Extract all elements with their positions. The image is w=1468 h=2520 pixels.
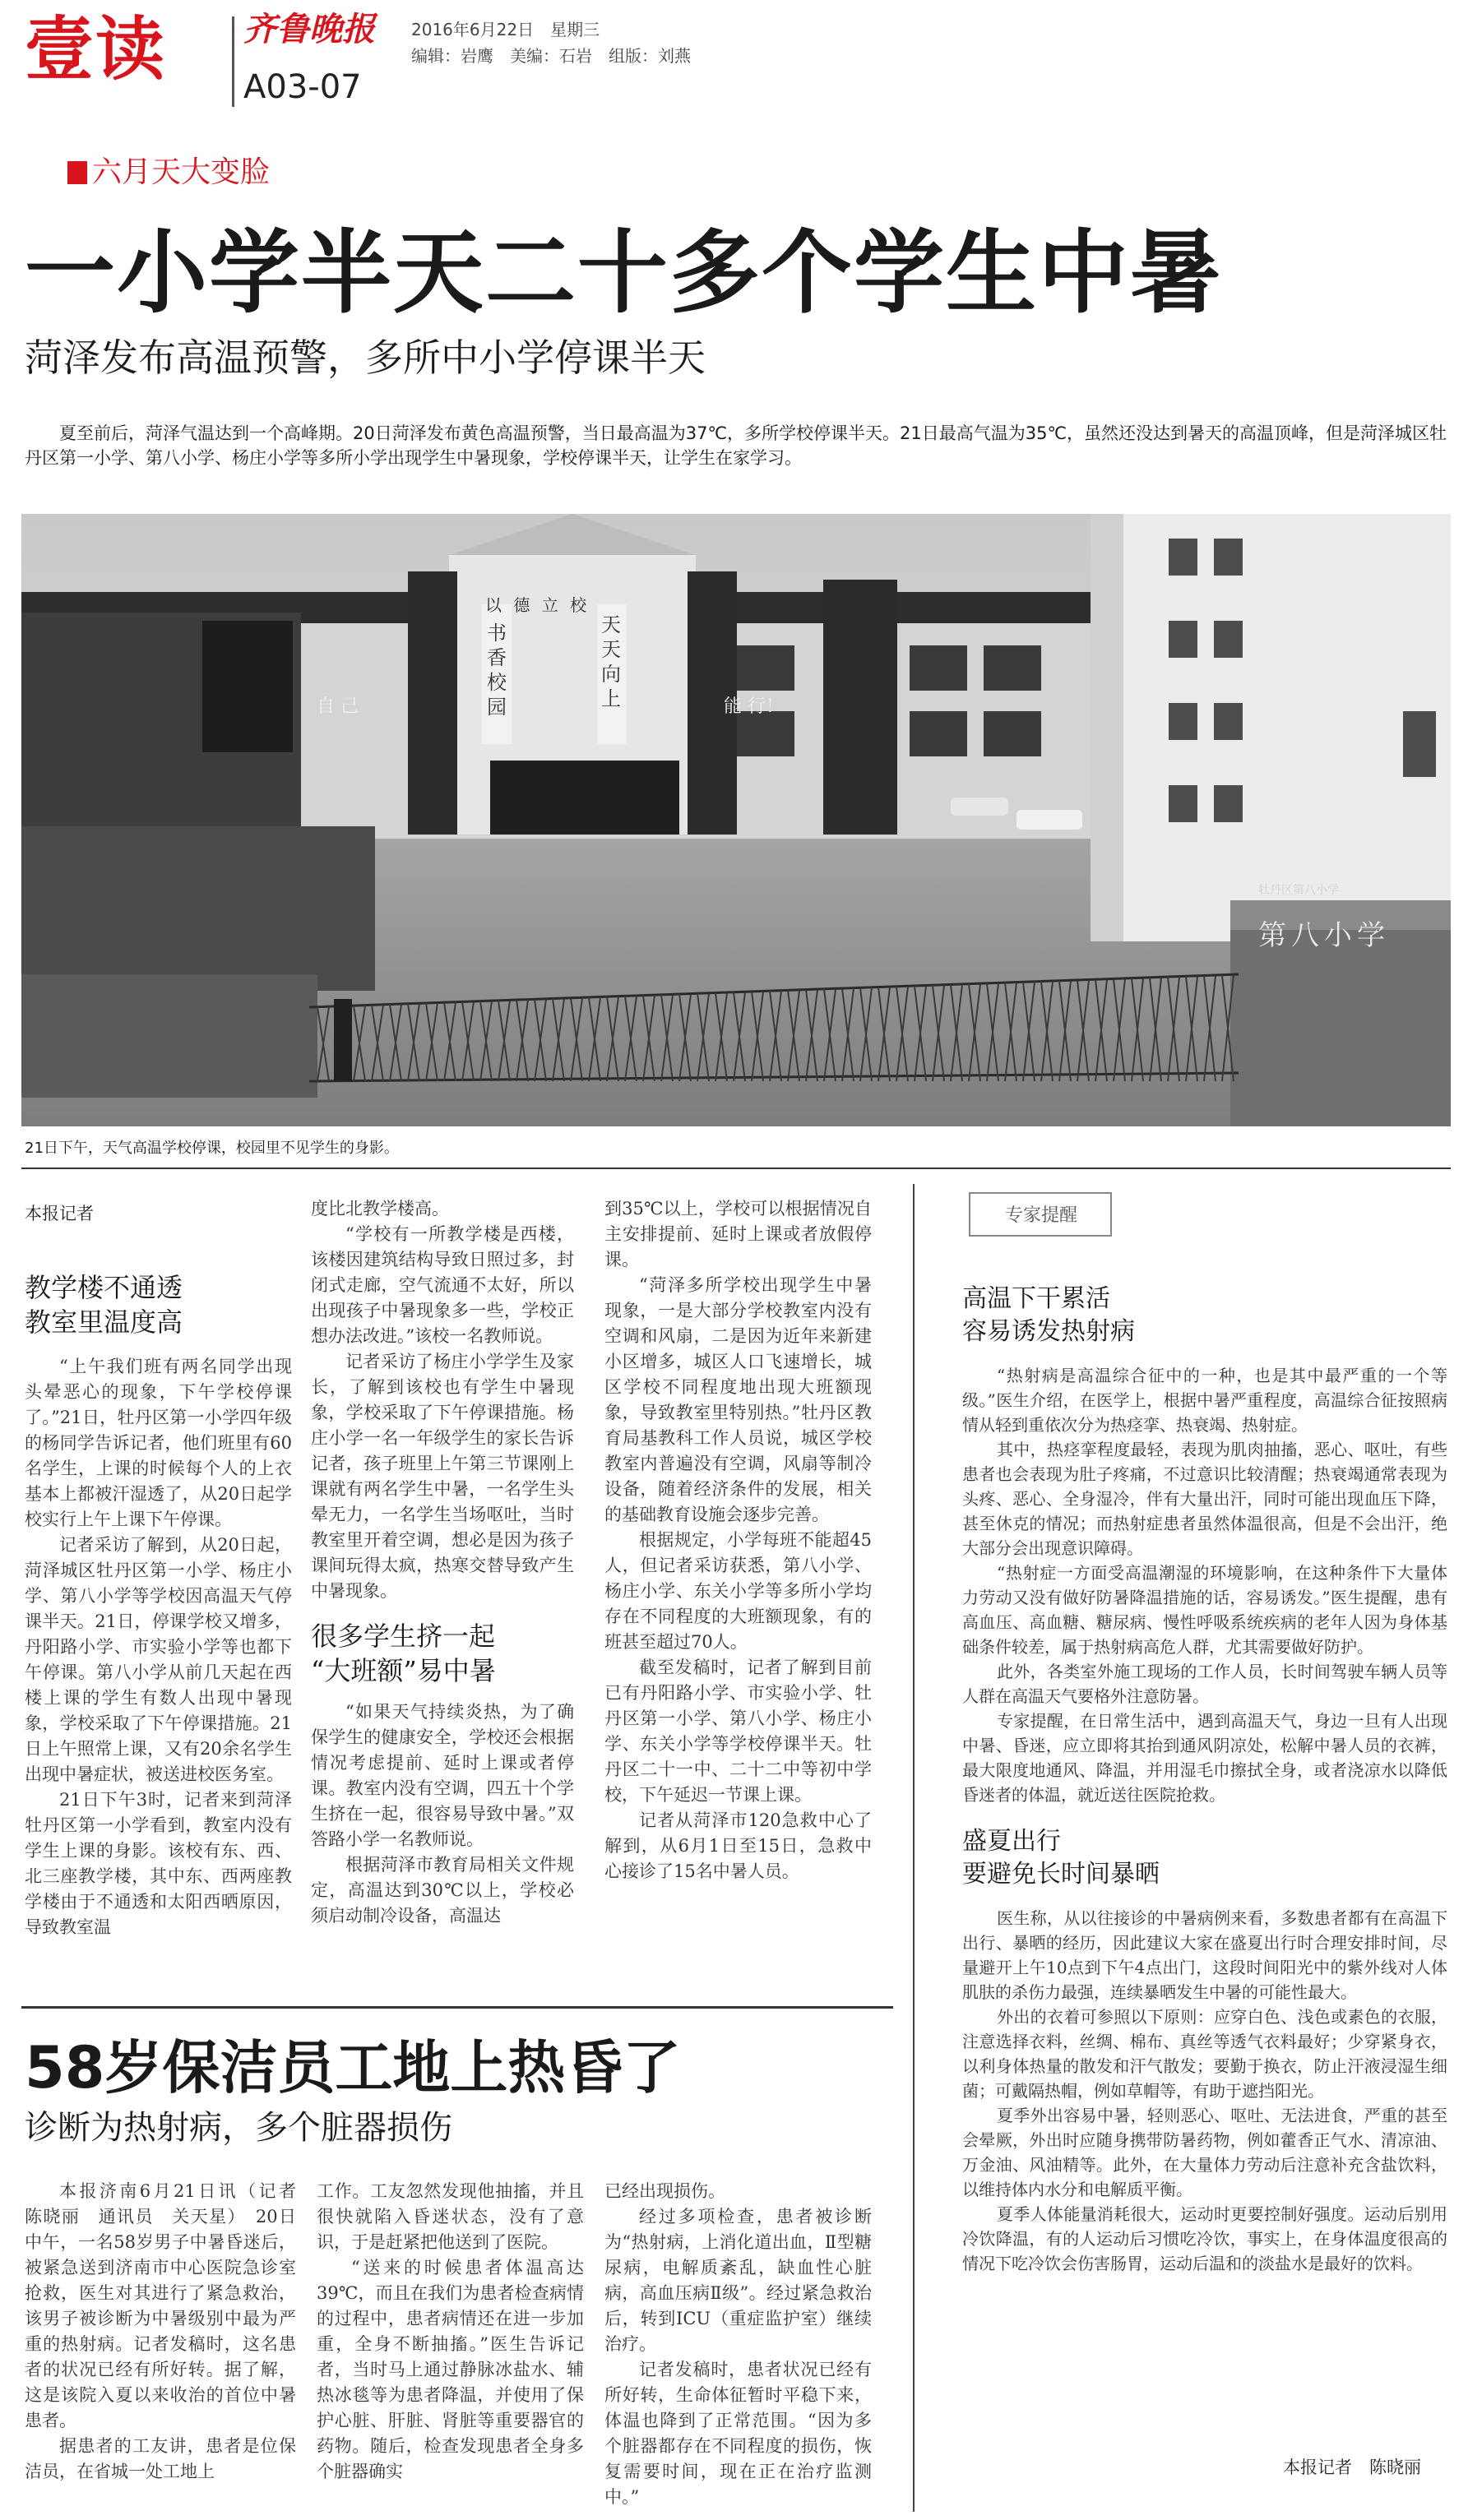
- col2-subhead-line2: “大班额”易中暑: [311, 1655, 496, 1686]
- paragraph: 专家提醒，在日常生活中，遇到高温天气，身边一旦有人出现中暑、昏迷，应立即将其抬到通风阴凉处，松解中暑人员的衣裤，最大限度地通风、降温，并用湿毛巾擦拭全身，或者浇凉水以降低昏迷者的体温，就近送往医院抢救。: [962, 1711, 1447, 1805]
- banner-right: 快 乐 成 长: [929, 595, 1035, 615]
- paragraph: “如果天气持续炎热，为了确保学生的健康安全，学校还会根据情况考虑提前、延时上课或者停课。教室内没有空调，四五十个学生挤在一起，很容易导致中暑。”双答路小学一名教师说。: [311, 1702, 574, 1849]
- article2-top-rule: [21, 2006, 893, 2009]
- lede-paragraph: 夏至前后，菏泽气温达到一个高峰期。20日菏泽发布黄色高温预警，当日最高温为37℃，多所学校停课半天。21日最高气温为35℃，虽然还没达到暑天的高温顶峰，但是菏泽城区牡丹区第一小学、第八小学、杨庄小学等多所小学出现学生中暑现象，学校停课半天，让学生在家学习。: [25, 423, 1447, 468]
- paragraph: 外出的衣着可参照以下原则：应穿白色、浅色或素色的衣服，注意选择衣料，丝绸、棉布、真丝等透气衣料最好；少穿紧身衣，以利身体热量的散发和汗气散发；要勤于换衣，防止汗液浸湿生细菌；可戴隔热帽，例如草帽等，有助于遮挡阳光。: [962, 2007, 1447, 2101]
- paragraph: “热射症一方面受高温潮湿的环境影响，在这种条件下大量体力劳动又没有做好防暑降温措施的话，容易诱发。”医生提醒，患有高血压、高血糖、糖尿病、慢性呼吸系统疾病的老年人因为身体基础条件较差，属于热射病高危人群，尤其需要做好防护。: [962, 1563, 1447, 1657]
- expert-subhead1-line1: 高温下干累活: [962, 1284, 1110, 1313]
- paragraph: 度比北教学楼高。: [311, 1199, 449, 1218]
- paragraph: 医生称，从以往接诊的中暑病例来看，多数患者都有在高温下出行、暴晒的经历，因此建议大家在盛夏出行时合理安排时间，尽量避开上午10点到下午4点出门，这段时间阳光中的紫外线对人体肌肤的杀伤力最强，连续暴晒发生中暑的可能性最大。: [962, 1908, 1447, 2002]
- article2-col2: [317, 2179, 584, 2512]
- paragraph: 夏季外出容易中暑，轻则恶心、呕吐、无法进食，严重的甚至会晕厥，外出时应随身携带防暑药物，例如藿香正气水、清凉油、万金油、风油精等。此外，在大量体力劳动后注意补充含盐饮料，以维持体内水分和电解质平衡。: [962, 2106, 1447, 2199]
- paragraph: 记者采访了解到，从20日起，菏泽城区牡丹区第一小学、杨庄小学、第八小学等学校因高温天气停课半天。21日，停课学校又增多，丹阳路小学、市实验小学等也都下午停课。第八小学从前几天起在西楼上课的学生有数人出现中暑现象，学校采取了下午停课措施。21日上午照常上课，又有20余名学生出现中暑症状，被送进校医务室。: [25, 1535, 292, 1784]
- paragraph: 其中，热痉挛程度最轻，表现为肌肉抽搐，恶心、呕吐，有些患者也会表现为肚子疼痛，不过意识比较清醒；热衰竭通常表现为头疼、恶心、全身湿冷，伴有大量出汗，同时可能出现血压下降，甚至休克的情况；而热射症患者虽然体温很高，但是不会出汗，绝大部分会出现意识障碍。: [962, 1440, 1447, 1558]
- paragraph: “送来的时候患者体温高达39℃，而且在我们为患者检查病情的过程中，患者病情还在进一步加重，全身不断抽搐。”医生告诉记者，当时马上通过静脉冰盐水、辅热冰毯等为患者降温，并使用了保护心脏、肝脏、肾脏等重要器官的药物。随后，检查发现患者全身多个脏器确实: [317, 2258, 584, 2481]
- article1-col1: [25, 1270, 292, 1937]
- column-separator: [913, 1184, 915, 2512]
- paragraph: 记者采访了杨庄小学学生及家长，了解到该校也有学生中暑现象，学校采取了下午停课措施。杨庄小学一名一年级学生的家长告诉记者，孩子班里上午第三节课刚上课就有两名学生中暑，一名学生头晕无力，一名学生当场呕吐，当时教室里开着空调，想必是因为孩子课间玩得太疯，热寒交替导致产生中暑现象。: [311, 1352, 574, 1601]
- photo-caption: 21日下午，天气高温学校停课，校园里不见学生的身影。: [25, 1140, 399, 1157]
- expert-label: 专家提醒: [1005, 1205, 1078, 1226]
- col2-subhead-line1: 很多学生挤一起: [311, 1621, 496, 1652]
- article1-byline: 本报记者: [25, 1204, 94, 1223]
- article1-col2: [311, 1196, 574, 1926]
- article2-col3: [604, 2179, 872, 2512]
- gate-plate-small-text: 牡丹区第八小学: [1258, 884, 1339, 897]
- issue-date: 2016年6月22日 星期三: [411, 20, 600, 39]
- gate-plate-text: 第八小学: [1258, 919, 1390, 952]
- expert-subhead1-line2: 容易诱发热射病: [962, 1317, 1135, 1346]
- paragraph: 本报济南6月21日讯（记者 陈晓丽 通讯员 关天星） 20日中午，一名58岁男子中暑昏迷后，被紧急送到济南市中心医院急诊室抢救，医生对其进行了紧急救治，该男子被诊断为中暑级别中最为严重的热射病。记者发稿时，这名患者的状况已经有所好转。据了解，这是该院入夏以来收治的首位中暑患者。: [25, 2181, 313, 2430]
- article2-col1: [25, 2179, 313, 2512]
- header-divider: [232, 16, 234, 107]
- paragraph: 根据规定，小学每班不能超45人，但记者采访获悉，第八小学、杨庄小学、东关小学等多所小学均存在不同程度的大班额现象，有的班甚至超过70人。: [604, 1530, 872, 1652]
- pillar-right-text: 天天向上: [601, 613, 621, 710]
- paragraph: 经过多项检查，患者被诊断为“热射病，上消化道出血，Ⅱ型糖尿病，电解质紊乱，缺血性心脏病，高血压病Ⅱ级”。经过紧急救治后，转到ICU（重症监护室）继续治疗。: [604, 2207, 872, 2354]
- paragraph: 根据菏泽市教育局相关文件规定，高温达到30℃以上，学校必须启动制冷设备，高温达: [311, 1855, 574, 1926]
- newspaper-logo: 齐鲁晚报: [243, 10, 375, 49]
- pillar-left-text: 书香校园: [487, 622, 507, 719]
- wall-text-right: 能 行！: [724, 696, 784, 717]
- article1-col3: [604, 1196, 872, 1912]
- caption-rule: [21, 1168, 1451, 1169]
- expert-subhead2-line2: 要避免长时间暴晒: [962, 1860, 1160, 1889]
- paragraph: 21日下午3时，记者来到菏泽牡丹区第一小学看到，教室内没有学生上课的身影。该校有东、西、北三座教学楼，其中东、西两座教学楼由于不通透和太阳西晒原因，导致教室温: [25, 1790, 292, 1937]
- paragraph: 记者从菏泽市120急救中心了解到，从6月1日至15日，急救中心接诊了15名中暑人员。: [604, 1810, 872, 1881]
- paragraph: 夏季人体能量消耗很大，运动时更要控制好强度。运动后别用冷饮降温，有的人运动后习惯吃冷饮，事实上，在身体温度很高的情况下吃冷饮会伤害肠胃，运动后温和的淡盐水是最好的饮料。: [962, 2204, 1447, 2273]
- school-photo-drawing: [21, 514, 1451, 1126]
- article2-headline: 58岁保洁员工地上热昏了: [25, 2034, 681, 2102]
- banner-left: 发 奋 成 才: [49, 595, 155, 615]
- main-headline: 一小学半天二十多个学生中暑: [25, 220, 1222, 326]
- article2-subhead: 诊断为热射病，多个脏器损伤: [25, 2109, 452, 2147]
- section-title: 壹读: [25, 9, 167, 90]
- main-subhead: 菏泽发布高温预警，多所中小学停课半天: [25, 335, 706, 380]
- paragraph: 工作。工友忽然发现他抽搐，并且很快就陷入昏迷状态，没有了意识，于是赶紧把他送到了医院。: [317, 2181, 584, 2252]
- paragraph: “热射病是高温综合征中的一种，也是其中最严重的一个等级。”医生介绍，在医学上，根据中暑严重程度，高温综合征按照病情从轻到重依次分为热痉挛、热衰竭、热射症。: [962, 1366, 1447, 1435]
- kicker: 六月天大变脸: [92, 155, 271, 189]
- paragraph: 据患者的工友讲，患者是位保洁员，在省城一处工地上: [25, 2436, 296, 2481]
- expert-subhead2-line1: 盛夏出行: [962, 1827, 1061, 1856]
- paragraph: 截至发稿时，记者了解到目前已有丹阳路小学、市实验小学、牡丹区第一小学、第八小学、杨庄小学、东关小学等学校停课半天。牡丹区二十一中、二十二中等初中学校，下午延迟一节课上课。: [604, 1658, 872, 1805]
- kicker-square-icon: [67, 161, 87, 184]
- school-photo: [21, 514, 1451, 1126]
- editors-line: 编辑：岩鹰 美编：石岩 组版：刘燕: [411, 46, 691, 66]
- col1-subhead-line2: 教室里温度高: [25, 1306, 183, 1338]
- paragraph: 此外，各类室外施工现场的工作人员，长时间驾驶车辆人员等人群在高温天气要格外注意防暑。: [962, 1662, 1447, 1706]
- paragraph: 到35℃以上，学校可以根据情况自主安排提前、延时上课或者放假停课。: [604, 1199, 872, 1269]
- paragraph: 记者发稿时，患者状况已经有所好转，生命体征暂时平稳下来，体温也降到了正常范围。“因为多个脏器都存在不同程度的损伤，恢复需要时间，现在正在治疗监测中。”: [604, 2360, 872, 2507]
- col1-subhead-line1: 教学楼不通透: [25, 1272, 183, 1303]
- paragraph: “菏泽多所学校出现学生中暑现象，一是大部分学校教室内没有空调和风扇，二是因为近年来新建小区增多，城区人口飞速增长，城区学校不同程度地出现大班额现象，导致教室里特别热。”牡丹区教育局基教科工作人员说，城区学校教室内普遍没有空调，风扇等制冷设备，随着经济条件的发展，相关的基础教育设施会逐步完善。: [604, 1275, 872, 1524]
- paragraph: “上午我们班有两名同学出现头晕恶心的现象，下午学校停课了。”21日，牡丹区第一小学四年级的杨同学告诉记者，他们班里有60名学生，上课的时候每个人的上衣基本上都被汗湿透了，从20日起学校实行上午上课下午停课。: [25, 1357, 292, 1529]
- expert-column: [962, 1283, 1447, 2273]
- wall-text-left: 自 己: [317, 696, 359, 717]
- expert-byline: 本报记者 陈晓丽: [1283, 2458, 1421, 2477]
- banner-mid: 以 德 立 校: [485, 595, 590, 615]
- page-number: A03-07: [243, 68, 362, 106]
- paragraph: 已经出现损伤。: [604, 2181, 725, 2201]
- paragraph: “学校有一所教学楼是西楼，该楼因建筑结构导致日照过多，封闭式走廊，空气流通不太好，所以出现孩子中暑现象多一些，学校正想办法改进。”该校一名教师说。: [311, 1224, 574, 1346]
